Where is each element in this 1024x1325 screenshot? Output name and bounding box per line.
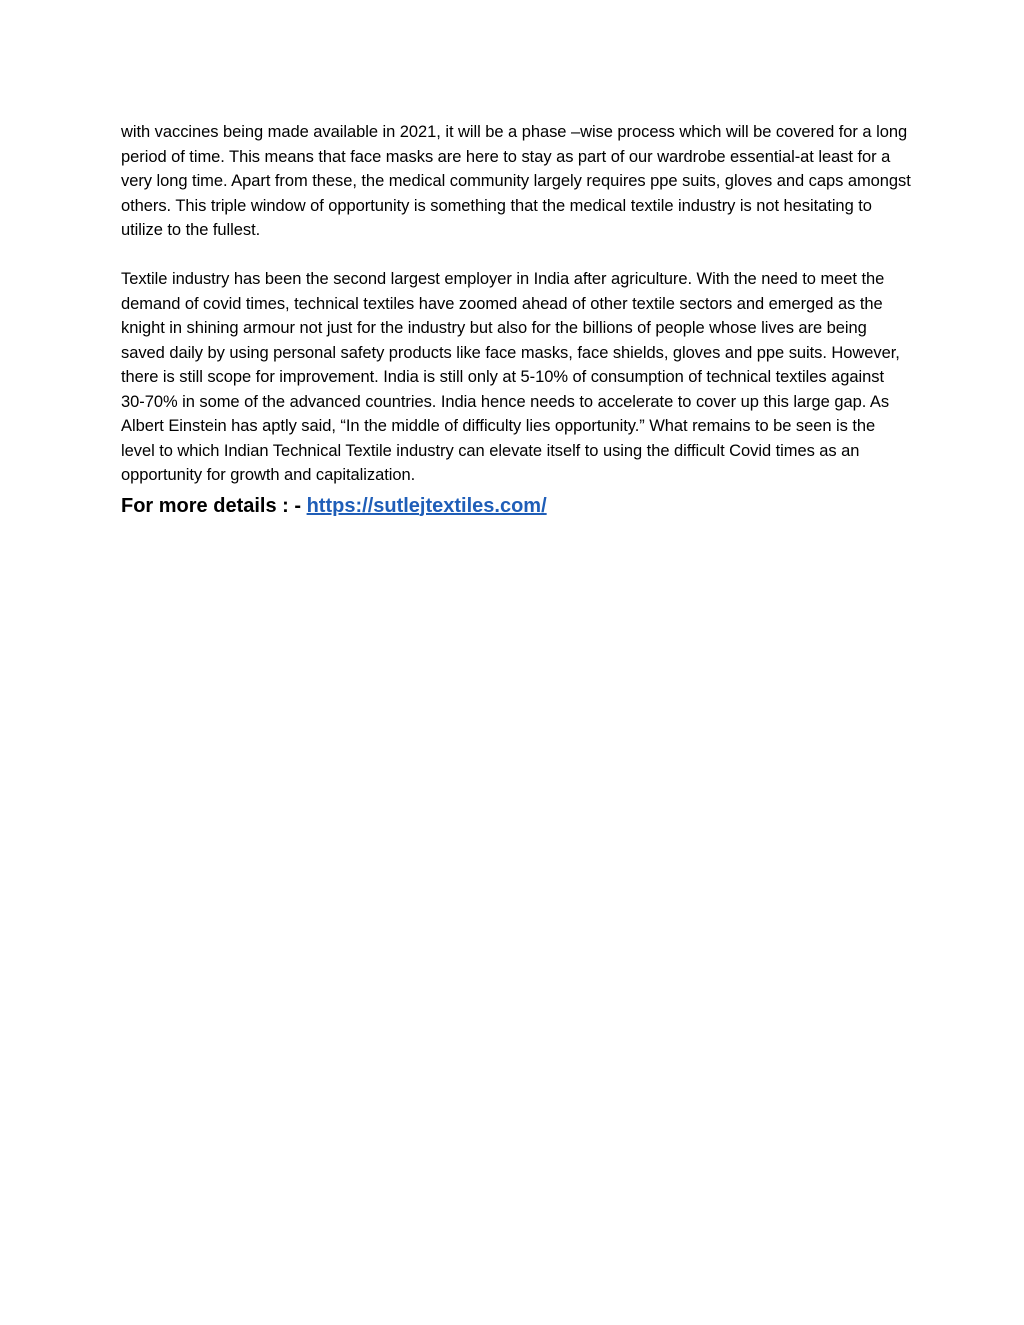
paragraph-textile-industry: Textile industry has been the second largest employer in India after agriculture. With the need to meet the demand of covid times, technical textiles have zoomed ahead of other textile sectors and emerged as the knight in shining armour not just for the industry but also for the billions of people whose lives are being saved daily by using personal safety products like face masks, face shields, gloves and ppe suits. However, there is still scope for improvement. India is still only at 5-10% of consumption of technical textiles against 30-70% in some of the advanced countries. India hence needs to accelerate to cover up this large gap. As Albert Einstein has aptly said, “In the middle of difficulty lies opportunity.” What remains to be seen is the level to which Indian Technical Textile industry can elevate itself to using the difficult Covid times as an opportunity for growth and capitalization. (121, 270, 900, 484)
more-details-label: For more details : - (121, 494, 307, 517)
more-details-line (121, 492, 911, 520)
paragraph-vaccines: with vaccines being made available in 2021, it will be a phase –wise process which will be covered for a long period of time. This means that face masks are here to stay as part of our wardrobe essential-at least for a very long time. Apart from these, the medical community largely requires ppe suits, gloves and caps amongst others. This triple window of opportunity is something that the medical textile industry is not hesitating to utilize to the fullest. (121, 123, 911, 239)
sutlej-website-link[interactable]: https://sutlejtextiles.com/ (306, 494, 547, 517)
document-page (121, 120, 911, 520)
